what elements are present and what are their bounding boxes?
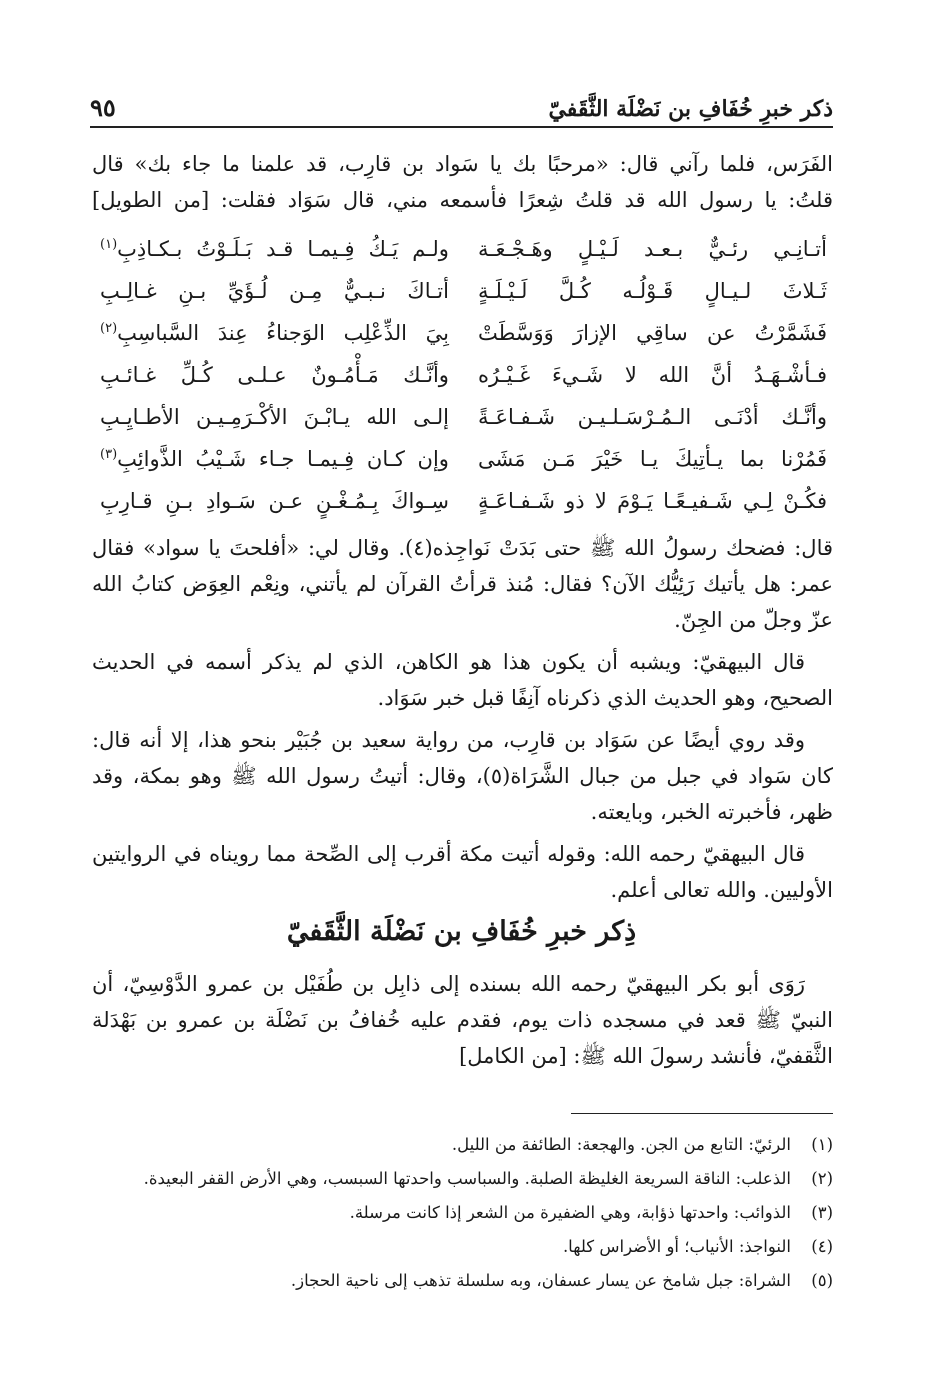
footnote-item xyxy=(92,1264,833,1298)
footnote-number: (٥) xyxy=(811,1271,833,1290)
page-number: ٩٥ xyxy=(90,93,116,122)
footnote-item xyxy=(92,1196,833,1230)
section-heading: ذِكر خبرِ خُفَافِ بن نَضْلَة الثَّقَفيّ xyxy=(286,916,637,947)
footnote-text: النواجذ: الأنياب؛ أو الأضراس كلها. xyxy=(562,1237,791,1256)
verse-second-text: إلـى الله يـابْـنَ الأكْـرَمِـيـن الأطـايِـبِ xyxy=(100,405,449,429)
footnote-ref: (١) xyxy=(100,237,118,252)
intro-paragraph xyxy=(92,146,833,218)
verse-second-hemistich xyxy=(100,447,449,471)
verse-second-text: وإن كـان فِـيمـا جـاء شَـيْبُ الذَّوائِبِ xyxy=(117,447,449,471)
footnote-text: الرئيّ: التابع من الجن. والهجعة: الطائفة من الليل. xyxy=(451,1135,791,1154)
verse-first-hemistich: فَمُرْنا بما يـأتِيكَ يـا خَيْرَ مَـن مَشَى xyxy=(478,447,827,471)
footnote-item xyxy=(92,1128,833,1162)
verse-second-text: بِيَ الذِّعْلِب الوَجناءُ عِندَ السَّباسِبِ xyxy=(117,321,449,345)
intro-line-1: الفَرَس، فلما رآني قال: «مرحبًا بك يا سَواد بن قارِب، قد علمنا ما جاء بك» قال xyxy=(92,152,833,176)
footnote-divider xyxy=(571,1113,833,1114)
section-body xyxy=(92,966,833,1074)
verse-second-text: وأنَّـك مَـأْمُـونٌ عـلـى كُـلِّ غـائـبِ xyxy=(100,363,449,387)
footnote-item xyxy=(92,1162,833,1196)
footnote-text: الشراة: جبل شامخ عن يسار عسفان، وبه سلسلة تذهب إلى ناحية الحجاز. xyxy=(290,1271,791,1290)
footnote-number: (٤) xyxy=(811,1237,833,1256)
verse-second-hemistich xyxy=(100,489,449,513)
verse-row xyxy=(100,396,827,438)
verse-second-hemistich xyxy=(100,405,449,429)
intro-line-2: قلتُ: يا رسول الله قد قلتُ شِعرًا فأسمعه مني، قال سَوَاد فقلت: [من الطويل] xyxy=(92,188,833,212)
page-header xyxy=(90,86,833,128)
verse-row xyxy=(100,438,827,480)
narrative-block xyxy=(92,530,833,908)
verse-first-hemistich: وأنَّـك أدْنَـى الـمُـرْسَـلـيـن شَـفـاعَـةً xyxy=(478,405,827,429)
poem xyxy=(100,228,827,522)
verse-first-hemistich: ثَـلاثَ لـيـالٍ قَـوْلُـه كُـلَّ لَـيْـلَـةٍ xyxy=(478,279,827,303)
running-title: ذكر خبرِ خُفَافِ بن نَضْلَة الثَّقَفيّ xyxy=(548,96,833,122)
footnote-text: الذعلب: الناقة السريعة الغليظة الصلبة. والسباسب واحدتها السبسب، وهي الأرض القفر البعيدة. xyxy=(143,1169,791,1188)
verse-row xyxy=(100,228,827,270)
footnote-ref: (٣) xyxy=(100,447,118,462)
verse-row xyxy=(100,480,827,522)
verse-row xyxy=(100,270,827,312)
verse-first-hemistich: فكُـنْ لِـي شَـفيـعًـا يَـوْمَ لا ذو شَـفـاعَـةٍ xyxy=(478,489,827,513)
verse-first-hemistich: فَشَمَّرْتُ عن ساقِي الإزارَ وَوَسَّطَتْ xyxy=(478,321,827,345)
verse-second-text: سِـواكَ بِـمُـغْـنٍ عـن سَـوادِ بـنِ قـارِبِ xyxy=(100,489,449,513)
verse-second-text: ولـم يَـكُ فِـيمـا قـد بَـلَـوْتُ بـكـاذِبِ xyxy=(117,237,449,261)
verse-second-hemistich xyxy=(100,321,449,345)
verse-row xyxy=(100,312,827,354)
verse-first-hemistich: فـأشْـهَـدُ أنَّ الله لا شَـيءَ غَـيْـرُه xyxy=(478,363,827,387)
paragraph: قال البيهقيّ: ويشبه أن يكون هذا هو الكاهن، الذي لم يذكر أسمه في الحديث الصحيح، وهو الحديث الذي ذكرناه آنِفًا قبل خبر سَوَاد. xyxy=(92,650,833,710)
footnote-number: (٢) xyxy=(811,1169,833,1188)
verse-row xyxy=(100,354,827,396)
footnote-text: الذوائب: واحدتها ذؤابة، وهي الضفيرة من الشعر إذا كانت مرسلة. xyxy=(349,1203,791,1222)
verse-second-text: أتـاكَ نـبـيٌّ مِـن لُـؤَيِّ بـنِ غـالِـبِ xyxy=(100,279,449,303)
paragraph: رَوَى أبو بكر البيهقيّ رحمه الله بسنده إلى ذابِل بن طُفَيْل بن عمرو الدَّوْسِيّ، أن النبيّ ﷺ قعد في مسجده ذات يوم، فقدم عليه خُفافُ بن نَضْلَة بن عمرو بن بَهْدَلة الثَّقفيّ، فأنشد رسولَ الله ﷺ: [من الكامل] xyxy=(92,972,833,1068)
paragraph: قال البيهقيّ رحمه الله: وقوله أتيت مكة أقرب إلى الصِّحة مما رويناه في الروايتين الأوليين. والله تعالى أعلم. xyxy=(92,842,833,902)
footnote-item xyxy=(92,1230,833,1264)
footnote-number: (١) xyxy=(811,1135,833,1154)
footnotes xyxy=(92,1128,833,1298)
paragraph: قال: فضحك رسولُ الله ﷺ حتى بَدَتْ نَواجِذه(٤). وقال لي: «أفلحتَ يا سواد» فقال عمر: هل يأتيك رَئِيُّك الآن؟ فقال: مُنذ قرأتُ القرآن لم يأتني، ونِعْم العِوَض كتابُ الله عزّ وجلّ من الجِنّ. xyxy=(92,536,833,632)
footnote-ref: (٢) xyxy=(100,321,118,336)
verse-first-hemistich: أتـانِـي رئـيٌّ بـعـد لَـيْـلٍ وهَـجْـعَـة xyxy=(478,237,827,261)
verse-second-hemistich xyxy=(100,279,449,303)
verse-second-hemistich xyxy=(100,237,449,261)
footnote-number: (٣) xyxy=(811,1203,833,1222)
paragraph: وقد روي أيضًا عن سَوَاد بن قارِب، من رواية سعيد بن جُبَيْر بنحو هذا، إلا أنه قال: كان سَواد في جبل من جبال الشَّرَاة(٥)، وقال: أتيتُ رسول الله ﷺ وهو بمكة، وقد ظهر، فأخبرته الخبر، وبايعته. xyxy=(92,728,833,824)
verse-second-hemistich xyxy=(100,363,449,387)
